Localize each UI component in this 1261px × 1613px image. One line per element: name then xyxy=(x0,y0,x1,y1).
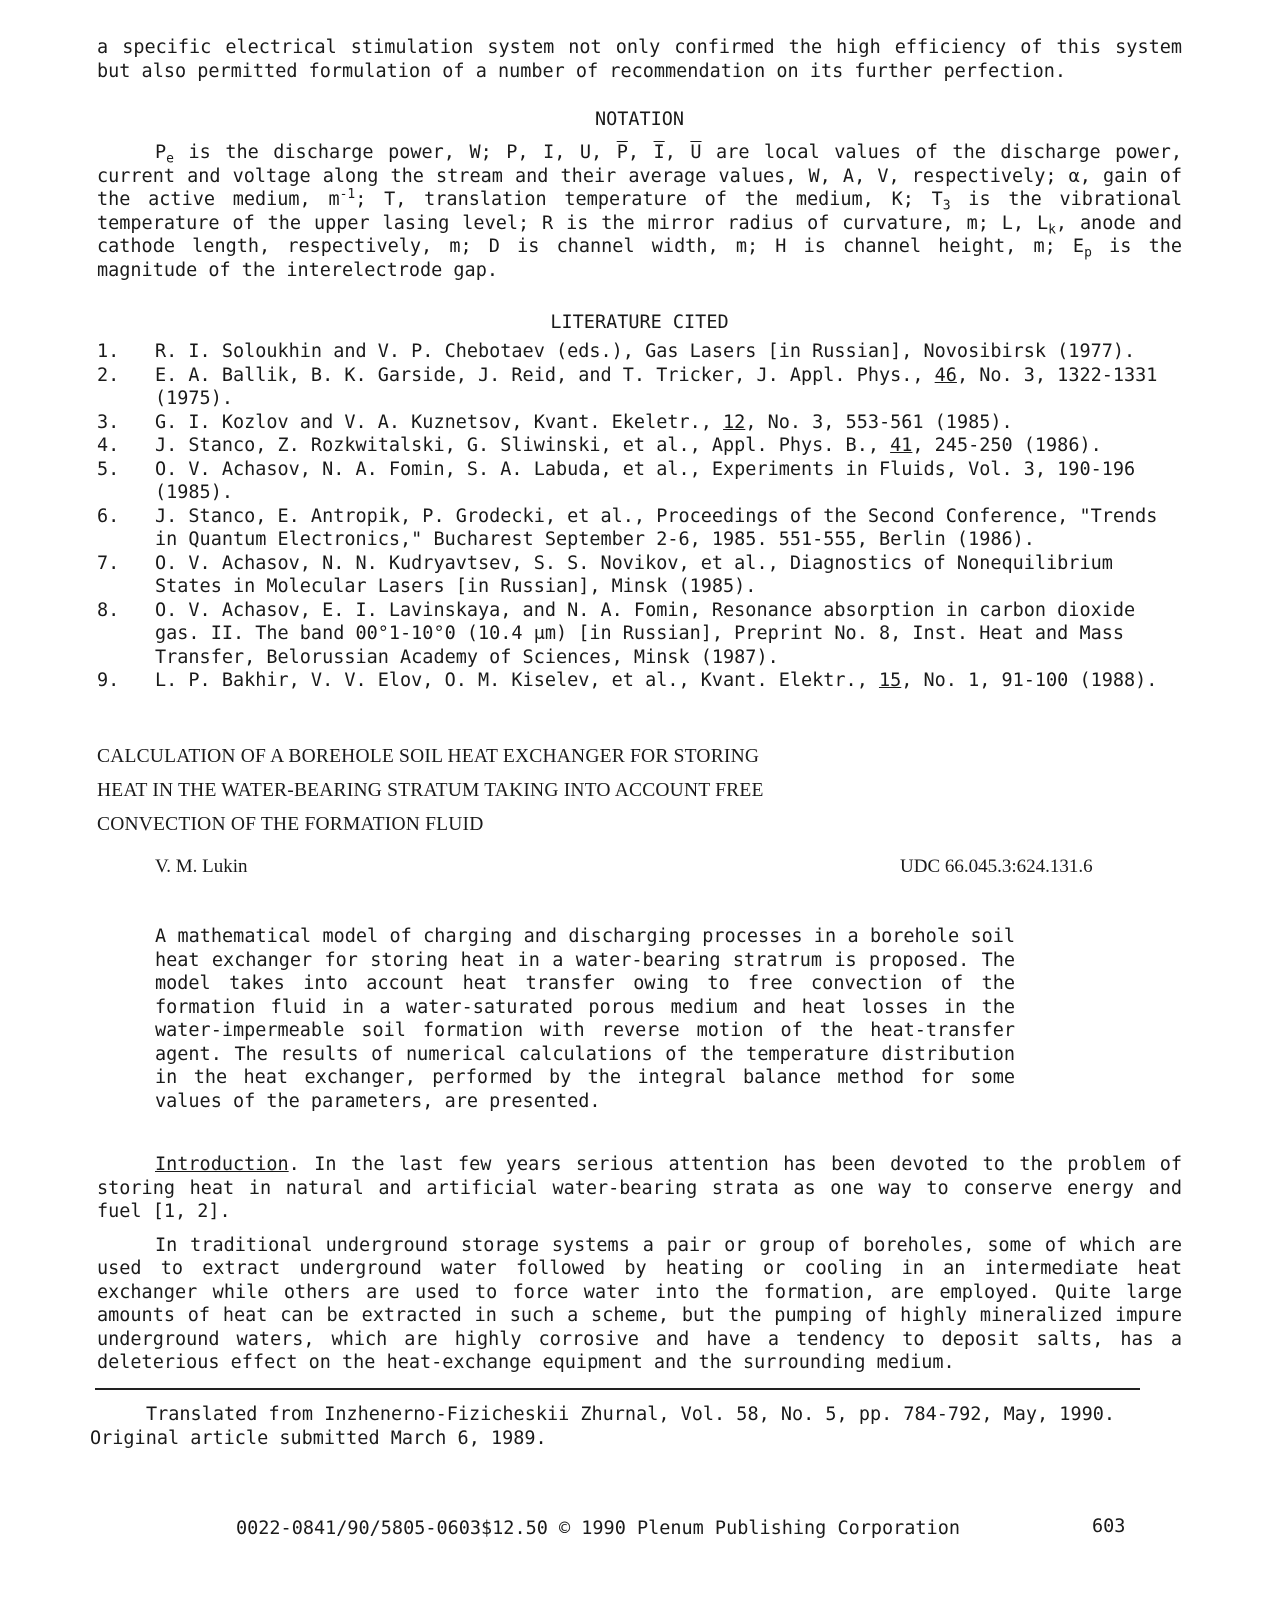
notation-pbar: $\overline{P}$ xyxy=(616,142,628,163)
reference-number: 9. xyxy=(97,670,120,691)
reference-item xyxy=(97,505,1182,552)
notation-heading: NOTATION xyxy=(594,109,685,130)
reference-item xyxy=(97,552,1182,599)
article-abstract: A mathematical model of charging and discharging processes in a borehole soil heat exchanger for storing heat in a water-bearing stratrum is proposed. The model takes into account heat transfer owing to free convection of the formation fluid in a water-saturated porous medium and heat losses in the water-impermeable soil formation with reverse motion of the heat-transfer agent. The results of numerical calculations of the temperature distribution in the heat exchanger, performed by the integral balance method for some values of the parameters, are presented. xyxy=(155,926,1015,1112)
notation-text-6: is the magnitude of the interelectrode gap. xyxy=(97,236,1182,281)
notation-paragraph xyxy=(97,141,1182,282)
reference-volume: 41 xyxy=(890,435,913,456)
notation-ibar: $\overline{I}$ xyxy=(653,142,665,163)
reference-text-end: , No. 3, 1322-1331 (1975). xyxy=(155,364,1158,409)
notation-text-2: are local values of the discharge power, current and voltage along the stream and their average values, W, A, V, respectively; α, gain of the active medium, m xyxy=(97,142,1183,210)
introduction-text: . In the last few years serious attention has been devoted to the problem of storing heat in natural and artificial water-bearing strata as one way to conserve energy and fuel [1, 2]. xyxy=(97,1154,1182,1222)
reference-text: O. V. Achasov, N. A. Fomin, S. A. Labuda, et al., Experiments in Fluids, Vol. 3, 190-196 (1985). xyxy=(155,458,1136,503)
body-paragraph: In traditional underground storage systems a pair or group of boreholes, some of which are used to extract underground water followed by heating or cooling in an intermediate heat exchanger while others are used to force water into the formation, are employed. Quite large amounts of heat can be extracted in such a scheme, but the pumping of highly mineralized impure underground waters, which are highly corrosive and have a tendency to deposit salts, has a deleterious effect on the heat-exchange equipment and the surrounding medium. xyxy=(97,1234,1182,1373)
reference-item xyxy=(97,340,1182,364)
reference-text: E. A. Ballik, B. K. Garside, J. Reid, and T. Tricker, J. Appl. Phys., xyxy=(155,364,935,386)
article-title xyxy=(97,740,897,842)
introduction-label: Introduction xyxy=(155,1154,289,1175)
notation-pe-sub: e xyxy=(166,151,174,167)
notation-text-1: is the discharge power, W; P, I, U, xyxy=(173,142,617,163)
reference-item xyxy=(97,434,1182,458)
reference-text: J. Stanco, E. Antropik, P. Grodecki, et al., Proceedings of the Second Conference, "Trends in Quantum Electronics," Bucharest September 2-6, 1985. 551-555, Berlin (1986). xyxy=(155,505,1158,550)
reference-volume: 46 xyxy=(934,364,957,386)
notation-text-3: ; T, translation temperature of the medium, K; T xyxy=(355,189,943,210)
notation-comma-1: , xyxy=(627,142,654,163)
notation-sub-p: p xyxy=(1084,245,1092,261)
introduction-paragraph xyxy=(97,1153,1182,1224)
notation-ubar: $\overline{U}$ xyxy=(690,142,702,163)
reference-text-end: , 245-250 (1986). xyxy=(912,435,1102,456)
article-body xyxy=(97,1153,1182,1375)
reference-number: 4. xyxy=(97,435,120,456)
reference-text-end: , No. 3, 553-561 (1985). xyxy=(745,411,1013,433)
notation-text-4: is the vibrational temperature of the upper lasing level; R is the mirror radius of curvature, m; L, L xyxy=(97,189,1183,234)
footnote-divider xyxy=(95,1388,1140,1390)
reference-item xyxy=(97,599,1182,670)
article-title-line: CONVECTION OF THE FORMATION FLUID xyxy=(97,814,484,835)
reference-number: 8. xyxy=(97,599,120,621)
reference-list xyxy=(97,340,1182,693)
reference-number: 5. xyxy=(97,458,120,480)
intro-paragraph: a specific electrical stimulation system not only confirmed the high efficiency of this system but also permitted formulation of a number of recommendation on its further perfection. xyxy=(97,37,1182,82)
notation-sup-1: -1 xyxy=(339,186,356,202)
reference-item xyxy=(97,458,1182,505)
reference-text: R. I. Soloukhin and V. P. Chebotaev (eds.), Gas Lasers [in Russian], Novosibirsk (1977). xyxy=(155,341,1136,362)
literature-heading: LITERATURE CITED xyxy=(550,312,729,333)
reference-number: 2. xyxy=(97,364,120,386)
reference-item xyxy=(97,364,1182,411)
article-title-line: HEAT IN THE WATER-BEARING STRATUM TAKING INTO ACCOUNT FREE xyxy=(97,780,764,801)
reference-item xyxy=(97,669,1182,693)
reference-text: O. V. Achasov, N. N. Kudryavtsev, S. S. Novikov, et al., Diagnostics of Nonequilibrium States in Molecular Lasers [in Russian], Minsk (1985). xyxy=(155,552,1113,597)
reference-text: G. I. Kozlov and V. A. Kuznetsov, Kvant. Ekeletr., xyxy=(155,411,724,433)
footnote-text: Translated from Inzhenerno-Fizicheskii Zhurnal, Vol. 58, No. 5, pp. 784-792, May, 1990. Original article submitted March 6, 1989. xyxy=(90,1404,1116,1449)
reference-number: 7. xyxy=(97,552,120,574)
copyright-line: 0022-0841/90/5805-0603$12.50 © 1990 Plenum Publishing Corporation xyxy=(236,1518,960,1539)
notation-sub-3: 3 xyxy=(942,198,951,214)
reference-number: 1. xyxy=(97,341,120,362)
article-title-line: CALCULATION OF A BOREHOLE SOIL HEAT EXCHANGER FOR STORING xyxy=(97,746,760,767)
page-number: 603 xyxy=(1092,1516,1126,1537)
reference-text-end: , No. 1, 91-100 (1988). xyxy=(901,670,1158,691)
notation-text-5: , anode and cathode length, respectively, m; D is channel width, m; H is channel height, m; E xyxy=(97,212,1182,257)
notation-comma-2: , xyxy=(664,142,691,163)
notation-sub-k: k xyxy=(1048,222,1056,238)
reference-item xyxy=(97,411,1182,435)
reference-text: L. P. Bakhir, V. V. Elov, O. M. Kiselev, et al., Kvant. Elektr., xyxy=(155,670,879,691)
reference-number: 3. xyxy=(97,411,120,433)
article-author: V. M. Lukin xyxy=(155,856,248,877)
reference-text: O. V. Achasov, E. I. Lavinskaya, and N. A. Fomin, Resonance absorption in carbon dioxide gas. II. The band 00°1-10°0 (10.4 μm) [in Russian], Preprint No. 8, Inst. Heat and Mass Transfer, Belorussian Academy of Sciences, Minsk (1987). xyxy=(155,599,1136,668)
notation-pe: P xyxy=(155,142,167,163)
reference-volume: 12 xyxy=(723,411,746,433)
reference-text: J. Stanco, Z. Rozkwitalski, G. Sliwinski, et al., Appl. Phys. B., xyxy=(155,435,891,456)
reference-number: 6. xyxy=(97,505,120,527)
translation-footnote xyxy=(90,1403,1190,1450)
udc-code: UDC 66.045.3:624.131.6 xyxy=(900,856,1093,877)
reference-volume: 15 xyxy=(878,670,902,691)
